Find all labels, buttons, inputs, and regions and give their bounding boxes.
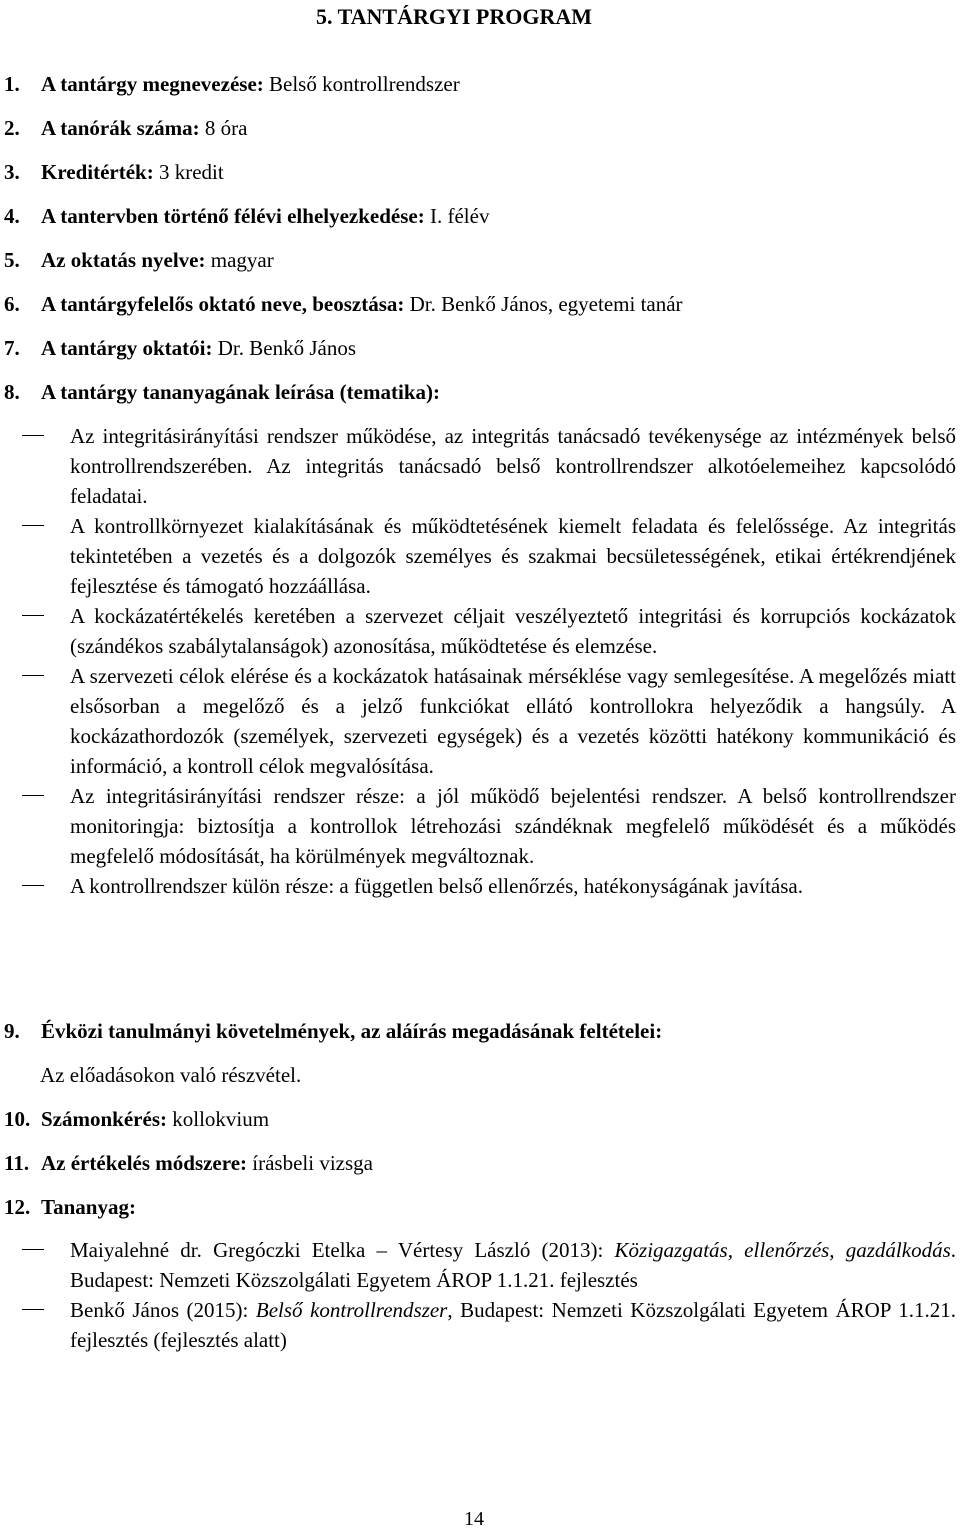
item-3 bbox=[4, 157, 224, 187]
item-label: Kreditérték: bbox=[41, 160, 154, 184]
item-label: A tanórák száma: bbox=[41, 116, 200, 140]
list-item bbox=[22, 661, 956, 781]
item-number: 1. bbox=[4, 72, 20, 96]
item-number: 12. bbox=[4, 1195, 31, 1219]
dash-bullet-icon bbox=[22, 615, 44, 616]
item-1 bbox=[4, 69, 460, 99]
dash-bullet-icon bbox=[22, 435, 44, 436]
item-number: 9. bbox=[4, 1019, 20, 1043]
item-label: A tantárgy oktatói: bbox=[41, 336, 213, 360]
item-label: A tantervben történő félévi elhelyezkedése: bbox=[41, 204, 425, 228]
item-value: magyar bbox=[205, 248, 274, 272]
dash-bullet-icon bbox=[22, 525, 44, 526]
list-item-text: A szervezeti célok elérése és a kockázatok hatásainak mérséklése vagy semlegesítése. A megelőzés miatt elsősorban a megelőző és a jelző funkciókat ellátó kontrollokra helyeződik a hangsúly. A kockázathordozók (személyek, szervezeti egységek) és a vezetés közötti hatékony kommunikáció és információ, a kontroll célok megvalósítása. bbox=[70, 664, 956, 778]
item-7 bbox=[4, 333, 356, 363]
item-12 bbox=[4, 1192, 136, 1222]
dash-bullet-icon bbox=[22, 1249, 44, 1250]
item-2 bbox=[4, 113, 248, 143]
reference-item bbox=[22, 1295, 956, 1355]
item-value: I. félév bbox=[424, 204, 490, 228]
item-8 bbox=[4, 377, 440, 407]
item-label: Évközi tanulmányi követelmények, az aláírás megadásának feltételei: bbox=[41, 1019, 663, 1043]
item-number: 2. bbox=[4, 116, 20, 140]
page-number: 14 bbox=[464, 1508, 484, 1530]
reference-item bbox=[22, 1235, 956, 1295]
reference-authors: Benkő János (2015): bbox=[70, 1298, 256, 1322]
item-label: A tantárgyfelelős oktató neve, beosztása: bbox=[41, 292, 405, 316]
reference-title: Belső kontrollrendszer bbox=[255, 1298, 448, 1322]
item-value: Belső kontrollrendszer bbox=[263, 72, 460, 96]
list-item-text: A kontrollrendszer külön része: a független belső ellenőrzés, hatékonyságának javítása. bbox=[70, 874, 803, 898]
item-number: 3. bbox=[4, 160, 20, 184]
item-number: 8. bbox=[4, 380, 20, 404]
reference-publisher: , Budapest: Nemzeti Közszolgálati Egyetem ÁROP 1.1.21. fejlesztés (fejlesztés alatt) bbox=[70, 1298, 956, 1352]
dash-bullet-icon bbox=[22, 675, 44, 676]
item-number: 4. bbox=[4, 204, 20, 228]
page-title: 5. TANTÁRGYI PROGRAM bbox=[316, 4, 593, 29]
item-6 bbox=[4, 289, 683, 319]
item-4 bbox=[4, 201, 489, 231]
list-item-text: Az integritásirányítási rendszer működése, az integritás tanácsadó tevékenysége az intézmények belső kontrollrendszerében. Az integritás tanácsadó belső kontrollrendszer alkotóelemeihez kapcsolódó feladatai. bbox=[70, 424, 956, 508]
item-label: Számonkérés: bbox=[41, 1107, 167, 1131]
item-number: 5. bbox=[4, 248, 20, 272]
item-11 bbox=[4, 1148, 373, 1178]
list-item bbox=[22, 421, 956, 511]
reference-title: Közigazgatás, ellenőrzés, gazdálkodás bbox=[614, 1238, 951, 1262]
item-number: 7. bbox=[4, 336, 20, 360]
item-9 bbox=[4, 1016, 662, 1046]
list-item-text: A kontrollkörnyezet kialakításának és működtetésének kiemelt feladata és felelőssége. Az integritás tekintetében a vezetés és a dolgozók személyes és szakmai becsületességének, etikai értékrendjének fejlesztése és támogató hozzáállása. bbox=[70, 514, 956, 598]
item-value: Dr. Benkő János, egyetemi tanár bbox=[404, 292, 683, 316]
item-number: 10. bbox=[4, 1107, 31, 1131]
dash-bullet-icon bbox=[22, 1309, 44, 1310]
item-value: Dr. Benkő János bbox=[212, 336, 356, 360]
dash-bullet-icon bbox=[22, 795, 44, 796]
list-item bbox=[22, 511, 956, 601]
item-number: 11. bbox=[4, 1151, 30, 1175]
list-item bbox=[22, 601, 956, 661]
item-label: Az oktatás nyelve: bbox=[41, 248, 206, 272]
item-label: Az értékelés módszere: bbox=[41, 1151, 248, 1175]
item-value: írásbeli vizsga bbox=[247, 1151, 373, 1175]
item-label: Tananyag: bbox=[41, 1195, 136, 1219]
item-10 bbox=[4, 1104, 269, 1134]
reference-publisher: . Budapest: Nemzeti Közszolgálati Egyetem ÁROP 1.1.21. fejlesztés bbox=[70, 1238, 956, 1292]
dash-bullet-icon bbox=[22, 885, 44, 886]
item-value: 8 óra bbox=[199, 116, 248, 140]
item-value: kollokvium bbox=[166, 1107, 270, 1131]
item-number: 6. bbox=[4, 292, 20, 316]
item-label: A tantárgy megnevezése: bbox=[41, 72, 264, 96]
reference-authors: Maiyalehné dr. Gregóczki Etelka – Vértesy László (2013): bbox=[70, 1238, 615, 1262]
list-item bbox=[22, 871, 956, 901]
list-item-text: A kockázatértékelés keretében a szervezet céljait veszélyeztető integritási és korrupciós kockázatok (szándékos szabálytalanságok) azonosítása, működtetése és elemzése. bbox=[70, 604, 956, 658]
item-value: 3 kredit bbox=[153, 160, 224, 184]
tematika-list bbox=[22, 421, 956, 901]
item-5 bbox=[4, 245, 274, 275]
list-item bbox=[22, 781, 956, 871]
list-item-text: Az integritásirányítási rendszer része: a jól működő bejelentési rendszer. A belső kontrollrendszer monitoringja: biztosítja a kontrollok létrehozási szándéknak megfelelő működését és a működés megfelelő módosítását, ha körülmények megváltoznak. bbox=[70, 784, 956, 868]
reference-list bbox=[22, 1235, 956, 1355]
item-label: A tantárgy tananyagának leírása (tematika): bbox=[41, 380, 440, 404]
item-9-text: Az előadásokon való részvétel. bbox=[40, 1063, 302, 1087]
